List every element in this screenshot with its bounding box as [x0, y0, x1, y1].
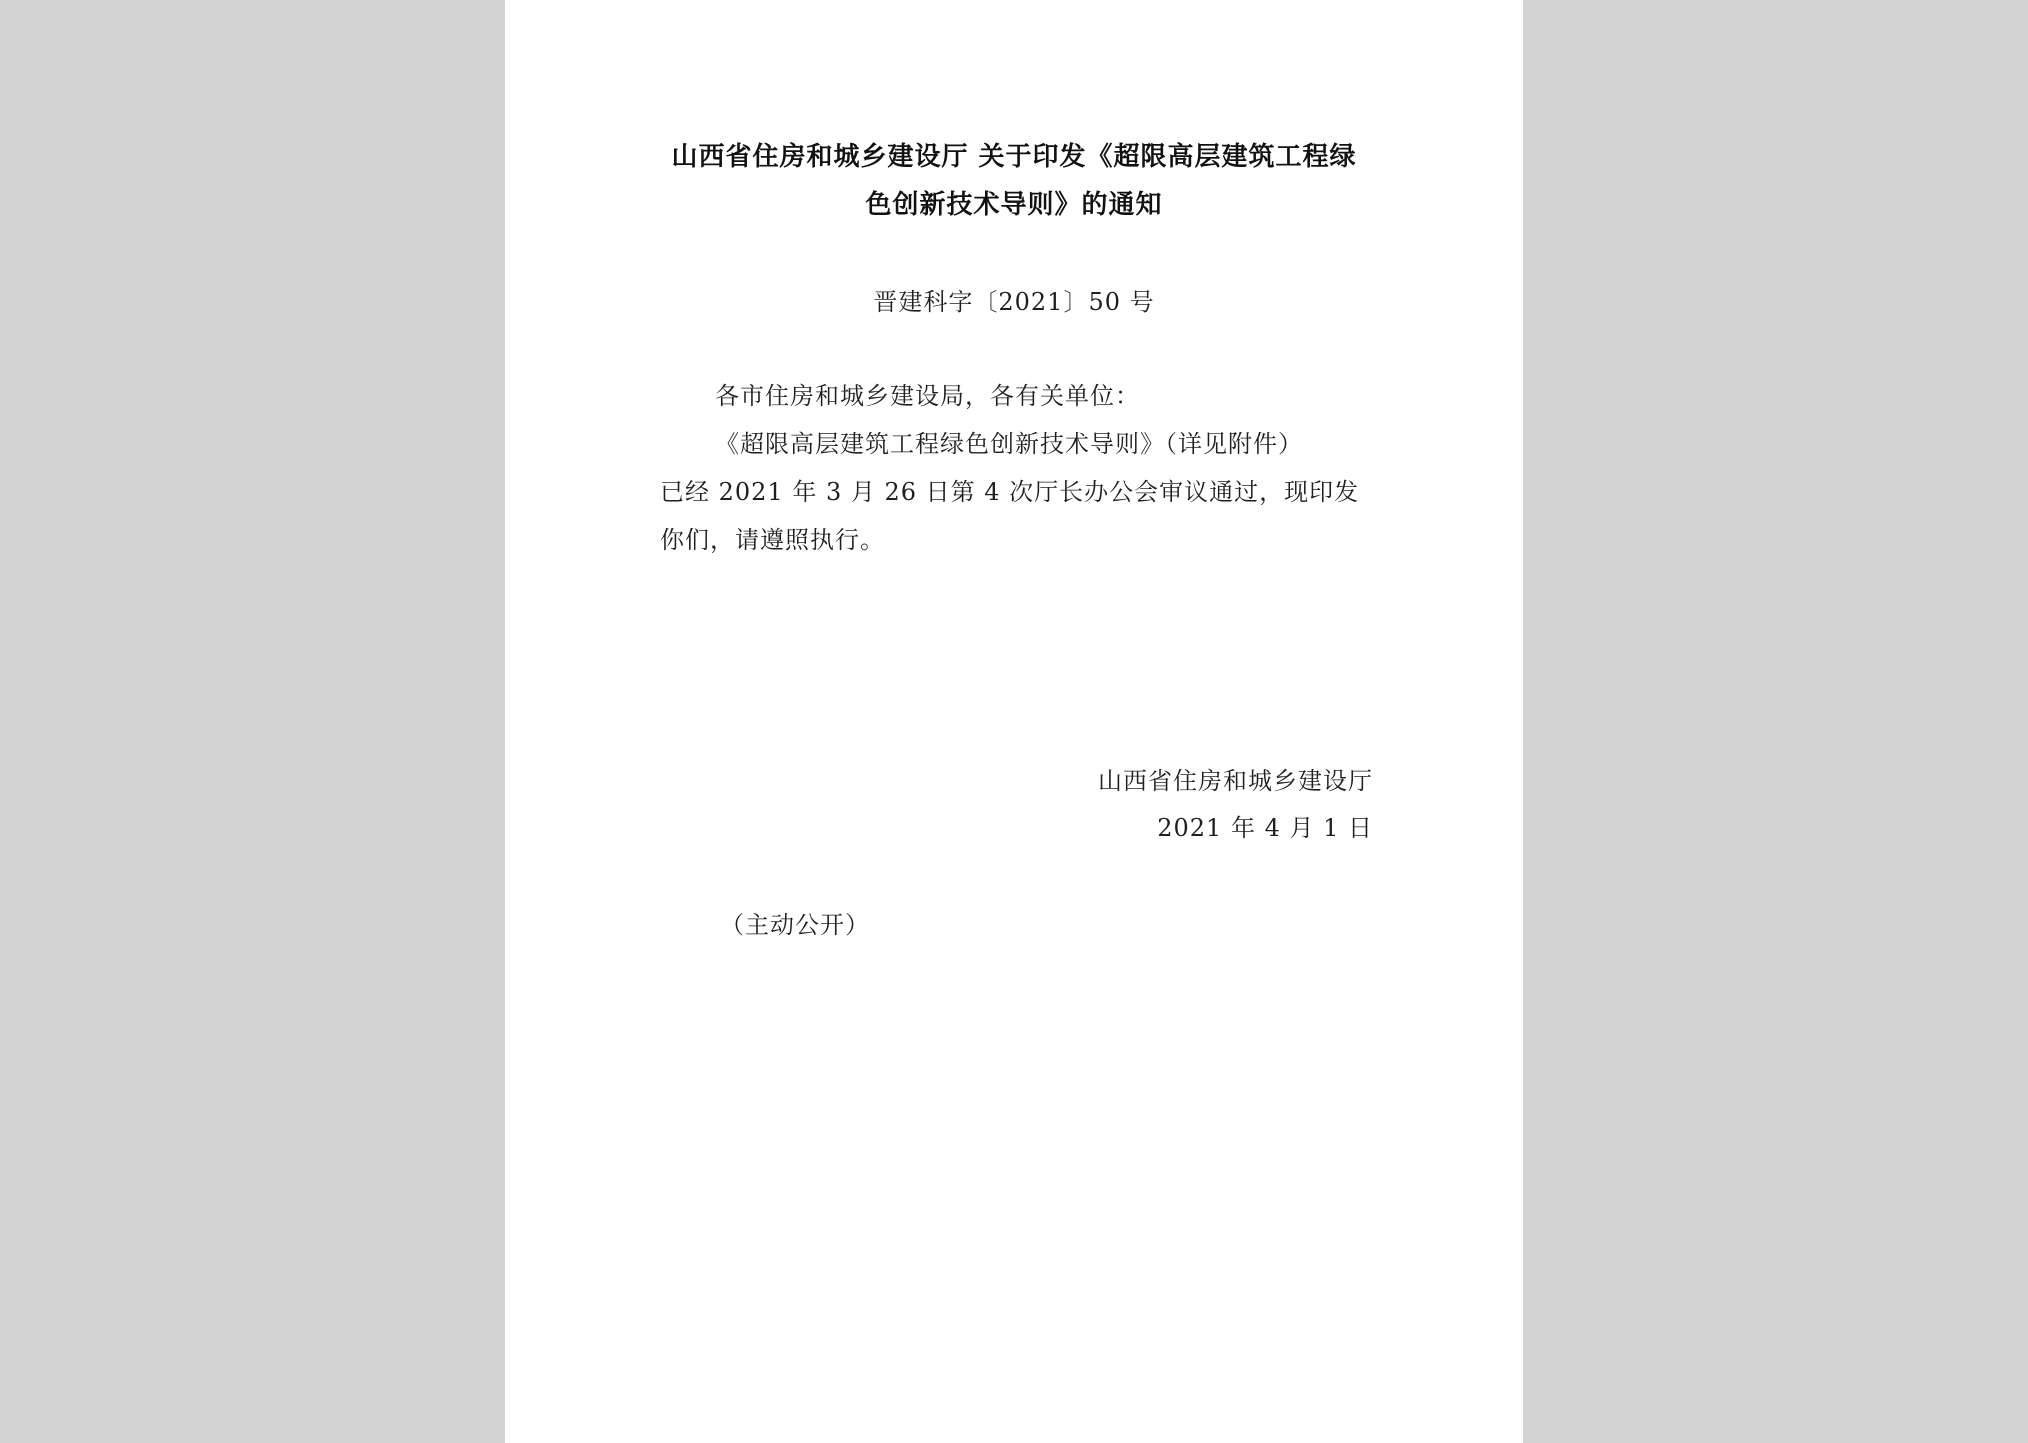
document-number: 晋建科字〔2021〕50 号 [873, 288, 1155, 316]
issue-date: 2021 年 4 月 1 日 [1157, 814, 1373, 842]
document-page [505, 0, 1523, 1443]
disclosure-note: （主动公开） [720, 911, 870, 939]
body-line-3: 你们，请遵照执行。 [660, 526, 885, 554]
body-line-2: 已经 2021 年 3 月 26 日第 4 次厅长办公会审议通过，现印发 [660, 478, 1360, 506]
document-title-line-2: 色创新技术导则》的通知 [865, 190, 1163, 220]
salutation: 各市住房和城乡建设局，各有关单位： [715, 382, 1140, 410]
document-title-line-1: 山西省住房和城乡建设厅 关于印发《超限高层建筑工程绿 [671, 142, 1357, 172]
body-line-1: 《超限高层建筑工程绿色创新技术导则》（详见附件） [715, 430, 1303, 458]
signatory: 山西省住房和城乡建设厅 [1098, 767, 1373, 795]
